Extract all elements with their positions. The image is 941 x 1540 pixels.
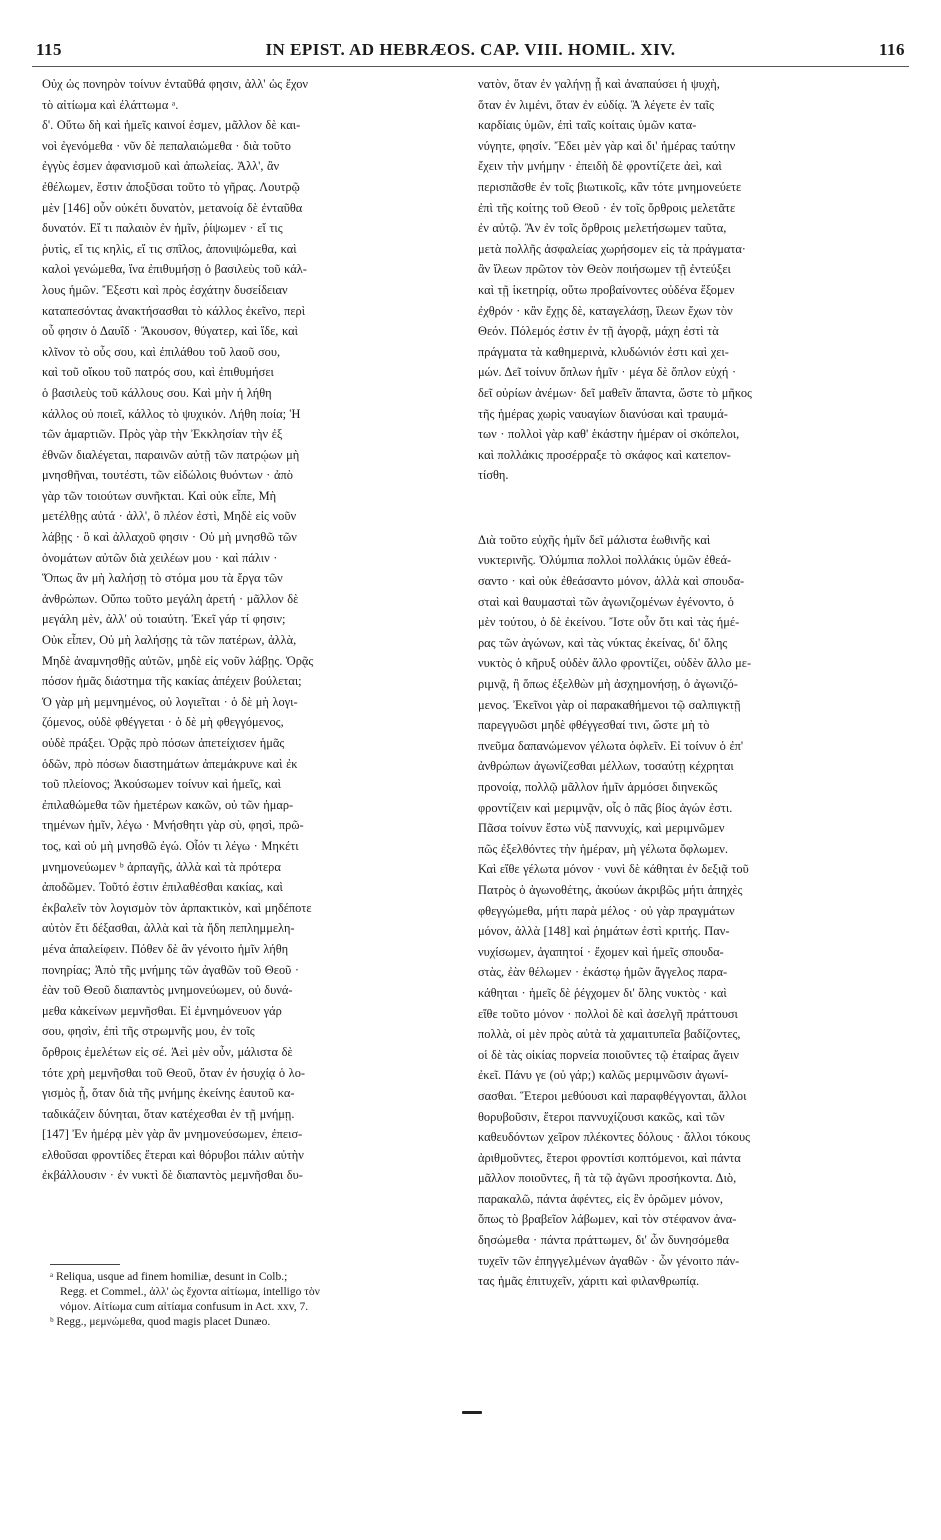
text-line: μνησθῆναι, τουτέστι, τῶν εἰδώλοις θυόντων · ἀπὸ xyxy=(42,468,293,483)
text-line: τὸ αἰτίωμα καὶ ἐλάττωμα ᵃ. xyxy=(42,97,179,112)
text-line: δησώμεθα · πάντα πράττωμεν, δι' ὧν δυνησόμεθα xyxy=(478,1233,729,1248)
text-line: νύγητε, φησίν. Ἔδει μὲν γὰρ καὶ δι' ἡμέρας ταύτην xyxy=(478,138,736,153)
text-line: νατὸν, ὅταν ἐν γαλήνῃ ᾖ καὶ ἀναπαύσει ἡ ψυχὴ, xyxy=(478,77,720,91)
text-line: τίσθη. xyxy=(478,468,509,483)
running-title: IN EPIST. AD HEBRÆOS. CAP. VIII. HOMIL. XIV. xyxy=(265,40,676,59)
text-line: μόνον, ἀλλὰ [148] καὶ ῥημάτων ἐστὶ κριτής. Παν- xyxy=(478,924,730,939)
text-line: ἐθέλωμεν, ἔστιν ἀποξῦσαι τοῦτο τὸ γῆρας. Λουτρῷ xyxy=(42,179,300,194)
text-line: μετὰ πολλῆς ἀσφαλείας χωρήσομεν εἰς τὰ πράγματα· xyxy=(478,241,746,256)
text-line: πονηρίας; Ἀπὸ τῆς μνήμης τῶν ἀγαθῶν τοῦ Θεοῦ · xyxy=(42,962,299,977)
text-line: ὅπως τὸ βραβεῖον λάβωμεν, καὶ τὸν στέφανον ἀνα- xyxy=(478,1212,737,1227)
text-line: ριμνᾷ, ἢ ὅπως ἐξελθὼν μὴ ἀσχημονήσῃ, ὁ ἀγωνιζό- xyxy=(478,677,738,692)
text-line: ρας τῶν ἀγώνων, καὶ τὰς νύκτας ἐκείνας, δι' ὅλης xyxy=(478,635,728,650)
text-line: των · πολλοὶ γὰρ καθ' ἑκάστην ἡμέραν οἱ σκόπελοι, xyxy=(478,427,740,442)
text-line: ελθοῦσαι φροντίδες ἕτεραι καὶ θόρυβοι πάλιν αὐτὴν xyxy=(42,1147,304,1162)
text-line: σασθαι. Ἕτεροι μεθύουσι καὶ παραφθέγγονται, ἄλλοι xyxy=(478,1088,747,1103)
right-column xyxy=(478,74,910,1292)
text-line: κάθηται · ἡμεῖς δὲ ῥέγχομεν δι' ὅλης νυκτὸς · καὶ xyxy=(478,985,727,1000)
text-line: πόσον ἡμᾶς διάστημα τῆς κακίας ἀπέχειν βούλεται; xyxy=(42,674,302,689)
text-line: στὰς, ἐὰν θέλωμεν · ἑκάστῳ ἡμῶν ἄγγελος παρα- xyxy=(478,965,728,980)
text-line: μετέλθῃς αὐτά · ἀλλ', ὃ πλέον ἐστὶ, Μηδὲ εἰς νοῦν xyxy=(42,509,297,524)
text-line: ῥυτὶς, εἴ τις κηλὶς, εἴ τις σπῖλος, ἀπονιψώμεθα, καὶ xyxy=(42,241,297,256)
text-line: Πατρὸς ὁ ἀγωνοθέτης, ἀκούων ἀκριβῶς μήτι ἀπηχὲς xyxy=(478,882,743,897)
text-line: ἀνθρώπων ἀγωνίζεσθαι μέλλων, τοσαύτῃ κέχρηται xyxy=(478,759,734,774)
text-line: καὶ τοῦ οἴκου τοῦ πατρός σου, καὶ ἐπιθυμήσει xyxy=(42,365,274,380)
text-line: Ὁ γὰρ μὴ μεμνημένος, οὐ λογιεῖται · ὁ δὲ μὴ λογι- xyxy=(42,694,298,709)
text-line: οὐδὲ πράξει. Ὁρᾷς πρὸ πόσων ἀπετείχισεν ἡμᾶς xyxy=(42,736,285,750)
text-line: ἐκεῖ. Πάνυ γε (οὐ γάρ;) καλῶς μεριμνῶσιν ἀγωνί- xyxy=(478,1068,729,1083)
text-line: σου, φησὶν, ἐπὶ τῆς στρωμνῆς μου, ἐν τοῖς xyxy=(42,1024,255,1039)
text-line: Μηδὲ ἀναμνησθῇς αὐτῶν, μηδὲ εἰς νοῦν λάβῃς. Ὁρᾷς xyxy=(42,653,314,668)
footnote-line: Regg. et Commel., ἀλλ' ὡς ἔχοντα αἰτίωμα, intelligo τὸν xyxy=(60,1286,320,1298)
text-line: μεγάλη μὲν, ἀλλ' οὐ τοιαύτη. Ἐκεῖ γάρ τί φησιν; xyxy=(42,612,286,627)
text-line: νυκτερινῆς. Ὀλύμπια πολλοὶ πολλάκις ὑμῶν ἐθεά- xyxy=(478,553,732,568)
text-line: ἀνθρώπων. Οὕπω τοῦτο μεγάλη ἀρετή · μᾶλλον δὲ xyxy=(42,591,299,606)
text-line: ἔχειν τὴν μνήμην · ἐπειδὴ δὲ φροντίζετε ἀεὶ, καὶ xyxy=(478,159,722,174)
text-line: ἐκβαλεῖν τὸν λογισμὸν τὸν ἁρπακτικὸν, καὶ μηδέποτε xyxy=(42,900,312,915)
text-line: ἂν ἵλεων πρῶτον τὸν Θεὸν ποιήσωμεν τῇ ἐντεύξει xyxy=(478,262,731,277)
text-line: Ὅπως ἂν μὴ λαλήσῃ τὸ στόμα μου τὰ ἔργα τῶν xyxy=(42,571,283,586)
text-line: περισπᾶσθε ἐν τοῖς βιωτικοῖς, κἂν τότε μνημονεύετε xyxy=(478,179,742,194)
text-line: Θεόν. Πόλεμός ἐστιν ἐν τῇ ἀγορᾷ, μάχη ἐστὶ τὰ xyxy=(478,324,719,339)
text-line: καταπεσόντας ἀνακτήσασθαι τὸ κάλλος ἐκεῖνο, περὶ xyxy=(42,303,306,318)
text-line: Πᾶσα τοίνυν ἔστω νὺξ παννυχίς, καὶ μεριμνῶμεν xyxy=(478,821,725,836)
text-line: πνεῦμα δαπανώμενον γέλωτα ὀφλεῖν. Εἰ τοίνυν ὁ ἐπ' xyxy=(478,738,744,753)
text-line: τῶν ἁμαρτιῶν. Πρὸς γὰρ τὴν Ἐκκλησίαν τὴν ἐξ xyxy=(42,427,283,442)
text-line: καὶ πολλάκις προσέρραξε τὸ σκάφος καὶ κατεπον- xyxy=(478,447,731,462)
text-line: ἐγγὺς ἐσμεν ἀφανισμοῦ καὶ ἀπωλείας. Ἀλλ', ἂν xyxy=(42,159,280,174)
page-number-left: 115 xyxy=(36,40,63,59)
text-line: ὁδῶν, πρὸ πόσων διαστημάτων ἀπεμάκρυνε καὶ ἐκ xyxy=(42,756,298,771)
text-line: σταὶ καὶ θαυμασταὶ τῶν ἀγωνιζομένων ἐγένοντο, ὁ xyxy=(478,594,734,609)
text-line: τῆς ἡμέρας χωρὶς ναυαγίων διανύσαι καὶ τραυμά- xyxy=(478,406,728,421)
text-line: μνημονεύωμεν ᵇ ἁρπαγῆς, ἀλλὰ καὶ τὰ πρότερα xyxy=(42,859,281,874)
text-line: ὁ βασιλεὺς τοῦ κάλλους σου. Καὶ μὴν ἡ λήθη xyxy=(42,385,272,400)
text-line: θορυβοῦσιν, ἕτεροι παννυχίζουσι κακῶς, καὶ τῶν xyxy=(478,1109,725,1124)
text-line: παρεγγυῶσι μηδὲ φθέγγεσθαί τινι, ὥστε μὴ τὸ xyxy=(478,718,710,733)
text-line: φθεγγώμεθα, μήτι παρὰ μέλος · οὐ γὰρ πραγμάτων xyxy=(478,903,735,918)
text-line: ὀνομάτων αὐτῶν διὰ χειλέων μου · καὶ πάλιν · xyxy=(42,550,278,565)
text-line: τας ἡμᾶς ἐπιτυχεῖν, χάριτι καὶ φιλανθρωπίᾳ. xyxy=(478,1274,700,1289)
text-line: νυχίσωμεν, ἀγαπητοί · ἔχομεν καὶ ἡμεῖς σπουδα- xyxy=(478,944,724,959)
text-line: τοῦ πλείονος; Ἀκούσωμεν τοίνυν καὶ ἡμεῖς, καὶ xyxy=(42,777,282,792)
text-line: ἐχθρόν · κἂν ἔχῃς δὲ, καταγελάσῃ, ἵλεων ἔχων τὸν xyxy=(478,303,733,318)
text-line: μένα ἀπαλείφειν. Πόθεν δὲ ἂν γένοιτο ἡμῖν λήθη xyxy=(42,941,289,956)
text-line: λους ἡμῶν. Ἔξεστι καὶ πρὸς ἐσχάτην δυσείδειαν xyxy=(42,282,288,297)
text-line: προνοίᾳ, πολλῷ μᾶλλον ἡμῖν ἁρμόσει διηνεκῶς xyxy=(478,780,718,794)
text-line: ἐὰν τοῦ Θεοῦ διαπαντὸς μνημονεύωμεν, οὐ δυνά- xyxy=(42,983,293,998)
text-line: νοὶ ἐγενόμεθα · νῦν δὲ πεπαλαιώμεθα · διὰ τοῦτο xyxy=(42,138,291,153)
text-line: λάβῃς · ὃ καὶ ἀλλαχοῦ φησιν · Οὐ μὴ μνησθῶ τῶν xyxy=(42,530,297,545)
text-line: πράγματα τὰ καθημερινὰ, κλυδώνιόν ἐστι καὶ χει- xyxy=(478,344,729,359)
text-line: οὗ φησιν ὁ Δαυΐδ · Ἄκουσον, θύγατερ, καὶ ἴδε, καὶ xyxy=(42,324,298,339)
text-line: δ'. Οὕτω δὴ καὶ ἡμεῖς καινοί ἐσμεν, μᾶλλον δὲ και- xyxy=(42,118,301,133)
end-mark xyxy=(462,1411,482,1414)
text-line: μεθα κἀκείνων μεμνῆσθαι. Εἰ ἐμνημόνευον γάρ xyxy=(42,1003,282,1018)
text-line: παρακαλῶ, πάντα ἀφέντες, εἰς ἓν ὁρῶμεν μόνον, xyxy=(478,1191,723,1206)
footnote-line: ᵃ Reliqua, usque ad finem homiliæ, desunt in Colb.; xyxy=(50,1271,288,1283)
text-line: δεῖ οὐρίων ἀνέμων· δεῖ μαθεῖν ἅπαντα, ὥστε τὸ μῆκος xyxy=(478,385,752,400)
left-column xyxy=(42,74,462,1186)
text-line: ὄρθροις ἐμελέτων εἰς σέ. Ἀεὶ μὲν οὖν, μάλιστα δὲ xyxy=(42,1044,293,1059)
footnote-rule xyxy=(50,1264,120,1265)
text-line: οἱ δὲ τὰς οἰκίας πορνεία ποιοῦντες τῷ ἑταίρας ἄγειν xyxy=(478,1047,739,1062)
text-line: τημένων ἡμῖν, λέγω · Μνήσθητι γὰρ σὺ, φησὶ, πρῶ- xyxy=(42,818,304,833)
text-line: τυχεῖν τῶν ἐπηγγελμένων ἀγαθῶν · ὧν γένοιτο πάν- xyxy=(478,1253,740,1268)
text-line: πῶς ἐξελθόντες τὴν ἡμέραν, μὴ γέλωτα ὄφλωμεν. xyxy=(478,841,728,856)
text-line: ἐκβάλλουσιν · ἐν νυκτὶ δὲ διαπαντὸς μεμνῆσθαι δυ- xyxy=(42,1168,303,1183)
page-header xyxy=(32,36,909,67)
text-line: τότε χρὴ μεμνῆσθαι τοῦ Θεοῦ, ὅταν ἐν ἡσυχίᾳ ὁ λο- xyxy=(42,1065,306,1080)
paragraph-gap xyxy=(478,486,910,530)
text-line: [147] Ἐν ἡμέρᾳ μὲν γὰρ ἂν μνημονεύσωμεν, ἐπεισ- xyxy=(42,1127,303,1142)
text-line: ὅταν ἐν λιμένι, ὅταν ἐν εὐδίᾳ. Ἃ λέγετε ἐν ταῖς xyxy=(478,97,714,112)
text-line: Διὰ τοῦτο εὐχῆς ἡμῖν δεῖ μάλιστα ἑωθινῆς καὶ xyxy=(478,532,711,547)
text-line: φροντίζειν καὶ μεριμνᾷν, οἷς ὁ πᾶς βίος ἀγών ἐστι. xyxy=(478,800,733,815)
footnotes xyxy=(50,1270,470,1330)
text-line: κάλλος οὐ ποιεῖ, κάλλος τὸ ψυχικόν. Λήθη ποία; Ἡ xyxy=(42,406,301,421)
text-line: δυνατόν. Εἴ τι παλαιὸν ἐν ἡμῖν, ῥίψωμεν · εἴ τις xyxy=(42,221,283,236)
text-line: καλοὶ γενώμεθα, ἵνα ἐπιθυμήσῃ ὁ βασιλεὺς τοῦ κάλ- xyxy=(42,262,307,277)
right-paragraph-2 xyxy=(478,530,910,1292)
text-line: ἐπὶ τῆς κοίτης τοῦ Θεοῦ · ἐν τοῖς ὄρθροις μελετᾶτε xyxy=(478,200,736,215)
text-line: αὐτὸν ἔτι δέξασθαι, ἀλλὰ καὶ τὰ ἤδη πεπλημμελη- xyxy=(42,921,295,936)
text-line: μὲν τούτου, ὁ δὲ ἐκείνου. Ἴστε οὖν ὅτι καὶ τὰς ἡμέ- xyxy=(478,615,740,630)
text-line: Οὐκ εἶπεν, Οὐ μὴ λαλήσῃς τὰ τῶν πατέρων, ἀλλὰ, xyxy=(42,633,297,648)
text-line: σαντο · καὶ οὐκ ἐθεάσαντο μόνον, ἀλλὰ καὶ σπουδα- xyxy=(478,574,745,589)
text-line: ἐν αὐτῷ. Ἂν ἐν τοῖς ὄρθροις μελετήσωμεν ταῦτα, xyxy=(478,221,727,236)
text-line: καὶ τῇ ἱκετηρίᾳ, οὕτω προβαίνοντες οὐδένα ἕξομεν xyxy=(478,282,735,297)
text-line: καρδίαις ὑμῶν, ἐπὶ ταῖς κοίταις ὑμῶν κατα- xyxy=(478,118,697,133)
text-line: ἐθνῶν διαλέγεται, παραινῶν αὐτῇ τῶν πατρῴων μὴ xyxy=(42,447,300,462)
text-line: κλῖνον τὸ οὖς σου, καὶ ἐπιλάθου τοῦ λαοῦ σου, xyxy=(42,344,281,359)
text-line: τος, καὶ οὐ μὴ μνησθῶ ἐγώ. Οἷόν τι λέγω · Μηκέτι xyxy=(42,838,299,853)
text-line: ἀριθμοῦντες, ἕτεροι φροντίσι κοπτόμενοι, καὶ πάντα xyxy=(478,1150,741,1165)
footnote-line: ᵇ Regg., μεμνώμεθα, quod magis placet Dunæo. xyxy=(50,1316,271,1328)
text-line: γισμὸς ᾖ, ὅταν διὰ τῆς μνήμης ἐκείνης ἑαυτοῦ κα- xyxy=(42,1086,295,1101)
text-line: μών. Δεῖ τοίνυν ὅπλων ἡμῖν · μέγα δὲ ὅπλον εὐχή · xyxy=(478,365,737,380)
text-line: ταδικάζειν δύνηται, ὅταν κατέχεσθαι ἐν τῇ μνήμῃ. xyxy=(42,1106,295,1121)
text-line: ἀποδῶμεν. Τοῦτό ἐστιν ἐπιλαθέσθαι κακίας, καὶ xyxy=(42,880,283,895)
page-number-right: 116 xyxy=(878,40,905,59)
text-line: γὰρ τῶν τοιούτων συνῆκται. Καὶ οὐκ εἶπε, Μὴ xyxy=(42,488,277,503)
text-line: Καὶ εἴθε γέλωτα μόνον · νυνὶ δὲ κάθηται ἐν δεξιᾷ τοῦ xyxy=(478,862,749,877)
footnote-line: νόμον. Αἰτίωμα cum αἰτίαμα confusum in Act. xxv, 7. xyxy=(60,1301,309,1313)
text-line: καθευδόντων χεῖρον πλέκοντες δόλους · ἄλλοι τόκους xyxy=(478,1130,751,1145)
text-line: πολλὰ, οἱ μὲν πρὸς αὐτὰ τὰ χαμαιτυπεῖα βαδίζοντες, xyxy=(478,1027,741,1042)
text-line: Οὐχ ὡς πονηρὸν τοίνυν ἐνταῦθά φησιν, ἀλλ' ὡς ἔχον xyxy=(42,77,308,91)
right-paragraph-1 xyxy=(478,74,910,486)
text-line: ἐπιλαθώμεθα τῶν ἡμετέρων κακῶν, οὐ τῶν ἡμαρ- xyxy=(42,797,294,812)
text-line: νυκτὸς ὁ κῆρυξ οὐδὲν ἄλλο φροντίζει, οὐδὲν ἄλλο με- xyxy=(478,656,752,671)
text-line: μενος. Ἐκεῖνοι γὰρ οἱ παρακαθήμενοι τῷ σαλπιγκτῇ xyxy=(478,697,741,712)
text-line: εἴθε τοῦτο μόνον · πολλοὶ δὲ καὶ ἀσελγῆ πράττουσι xyxy=(478,1006,738,1021)
text-line: μὲν [146] οὖν οὐκέτι δυνατὸν, μετανοίᾳ δὲ ἐνταῦθα xyxy=(42,200,303,215)
text-line: μᾶλλον ποιοῦντες, ἢ τὰ τῷ ἀγῶνι προσήκοντα. Διὸ, xyxy=(478,1171,737,1186)
text-line: ζόμενος, οὐδὲ φθέγγεται · ὁ δὲ μὴ φθεγγόμενος, xyxy=(42,715,284,730)
